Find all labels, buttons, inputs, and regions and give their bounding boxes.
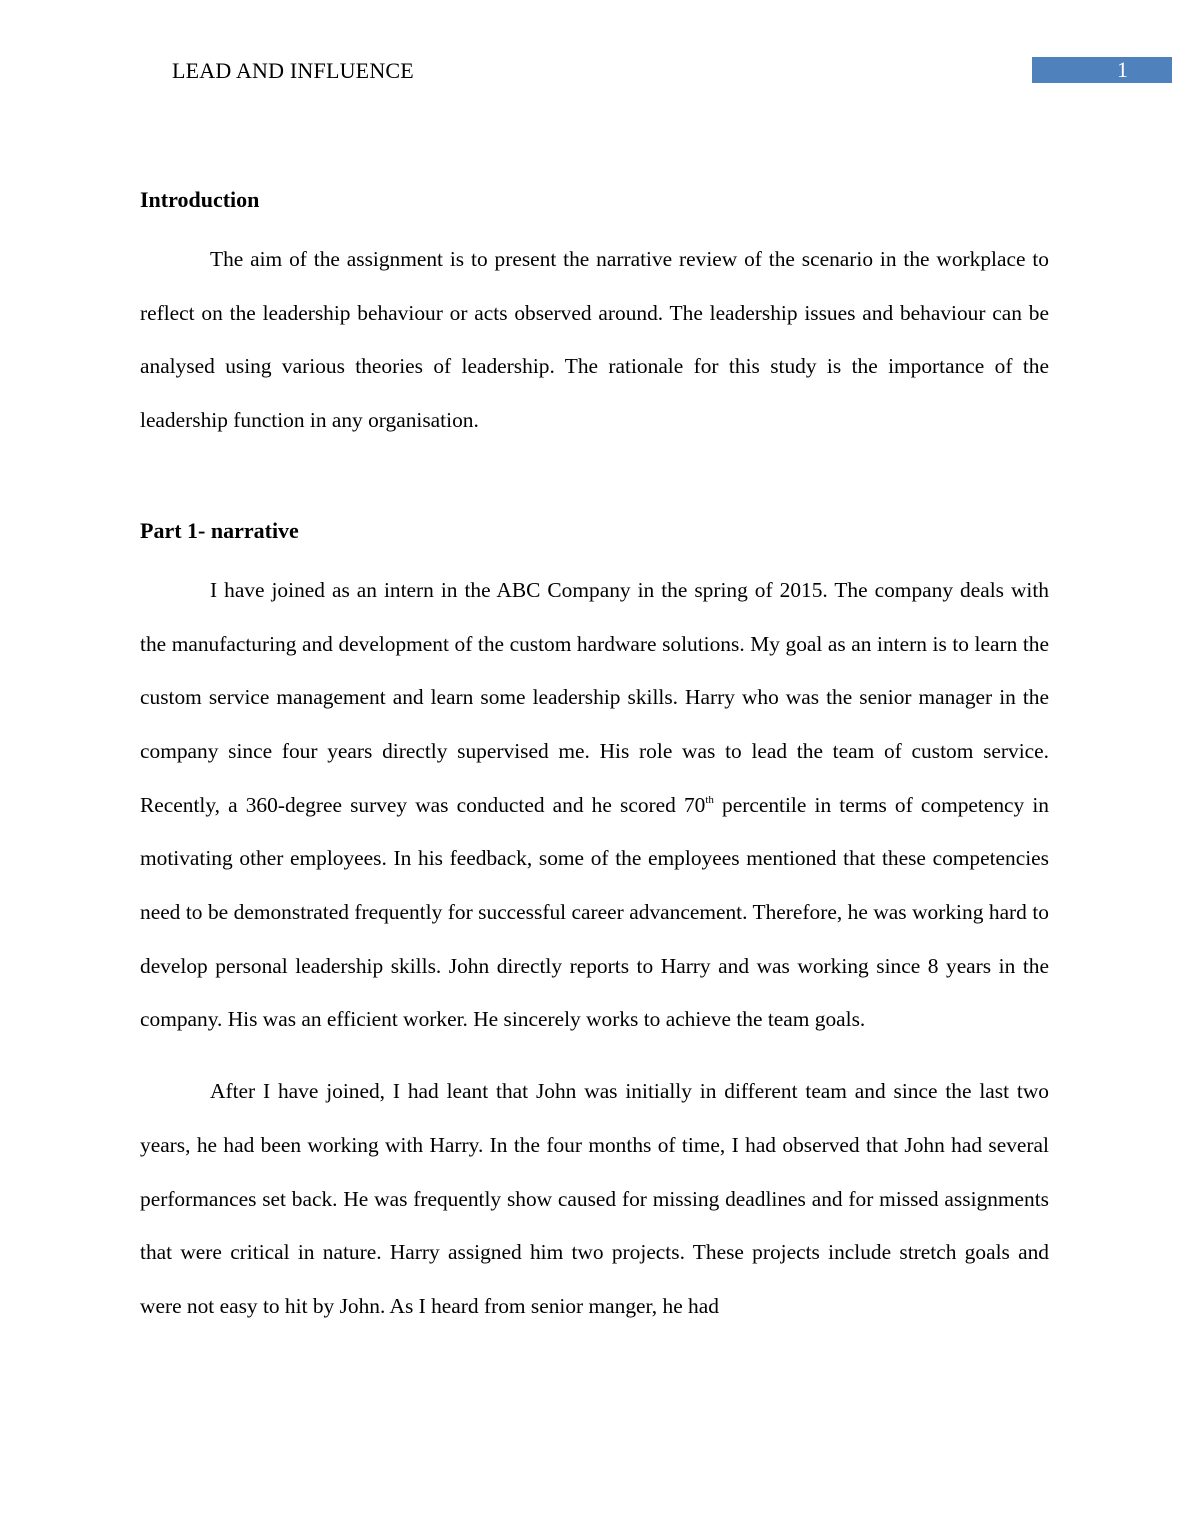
- running-title: LEAD AND INFLUENCE: [172, 58, 414, 83]
- part1-paragraph-1-text-a: I have joined as an intern in the ABC Company in the spring of 2015. The company deals with the manufacturing and development of the custom hardware solutions. My goal as an intern is to learn the custom service management and learn some leadership skills. Harry who was the senior manager in the company since four years directly supervised me. His role was to lead the team of custom service. Recently, a 360-degree survey was conducted and he scored 70: [140, 577, 1049, 817]
- part1-paragraph-2: After I have joined, I had leant that John was initially in different team and since the last two years, he had been working with Harry. In the four months of time, I had observed that John had several performances set back. He was frequently show caused for missing deadlines and for missed assignments that were critical in nature. Harry assigned him two projects. These projects include stretch goals and were not easy to hit by John. As I heard from senior manger, he had: [140, 1079, 1049, 1318]
- ordinal-superscript: th: [705, 793, 714, 806]
- introduction-paragraph: The aim of the assignment is to present the narrative review of the scenario in the workplace to reflect on the leadership behaviour or acts observed around. The leadership issues and behaviour can be analysed using various theories of leadership. The rationale for this study is the importance of the leadership function in any organisation.: [140, 247, 1049, 433]
- introduction-heading: Introduction: [140, 187, 260, 212]
- part1-paragraph-1-text-b: percentile in terms of competency in motivating other employees. In his feedback, some of the employees mentioned that these competencies need to be demonstrated frequently for successful career advancement. Therefore, he was working hard to develop personal leadership skills. John directly reports to Harry and was working since 8 years in the company. His was an efficient worker. He sincerely works to achieve the team goals.: [140, 792, 1049, 1032]
- part1-paragraph-1: [140, 564, 1049, 1047]
- page-number-box: [1032, 57, 1172, 83]
- document-body: [140, 180, 1049, 1334]
- page-number: 1: [1117, 57, 1128, 82]
- part1-heading: Part 1- narrative: [140, 517, 299, 543]
